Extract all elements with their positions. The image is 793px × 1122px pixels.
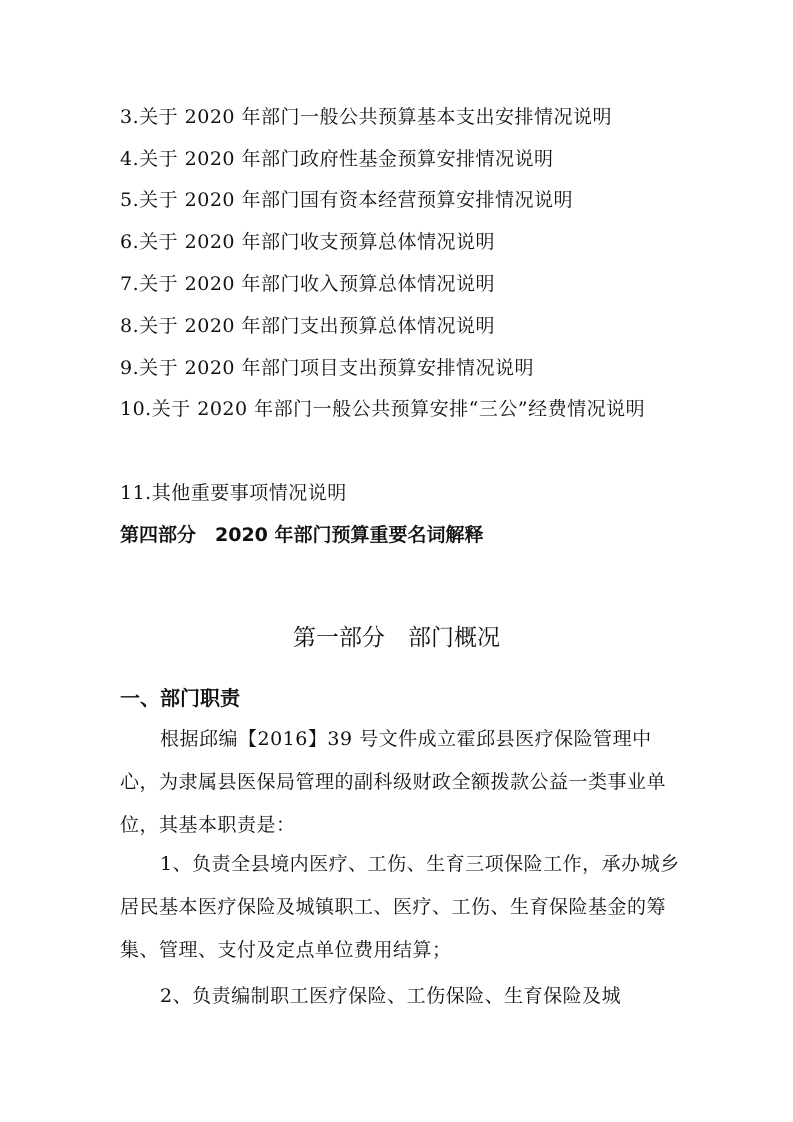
toc-item-7: 7.关于 2020 年部门收入预算总体情况说明	[120, 273, 496, 295]
toc-item-10: 10.关于 2020 年部门一般公共预算安排“三公”经费情况说明	[120, 398, 646, 420]
toc-item-4: 4.关于 2020 年部门政府性基金预算安排情况说明	[120, 148, 554, 170]
paragraph-intro: 根据邱编【2016】39 号文件成立霍邱县医疗保险管理中心，为隶属县医保局管理的副科级财政全额拨款公益一类事业单位，其基本职责是：	[120, 728, 667, 836]
toc-item-6: 6.关于 2020 年部门收支预算总体情况说明	[120, 231, 496, 253]
toc-item-9: 9.关于 2020 年部门项目支出预算安排情况说明	[120, 357, 535, 379]
toc-item-8: 8.关于 2020 年部门支出预算总体情况说明	[120, 315, 496, 337]
page-title: 第一部分 部门概况	[293, 625, 500, 651]
paragraph-duty-2: 2、负责编制职工医疗保险、工伤保险、生育保险及城	[160, 985, 622, 1007]
section-heading: 一、部门职责	[120, 686, 240, 710]
toc-item-3: 3.关于 2020 年部门一般公共预算基本支出安排情况说明	[120, 106, 613, 128]
paragraph-duty-1: 1、负责全县境内医疗、工伤、生育三项保险工作，承办城乡居民基本医疗保险及城镇职工、医疗、工伤、生育保险基金的筹集、管理、支付及定点单位费用结算；	[120, 853, 680, 961]
part-four-heading: 第四部分 2020 年部门预算重要名词解释	[120, 524, 484, 546]
toc-item-5: 5.关于 2020 年部门国有资本经营预算安排情况说明	[120, 189, 574, 211]
toc-item-11: 11.其他重要事项情况说明	[120, 482, 347, 504]
